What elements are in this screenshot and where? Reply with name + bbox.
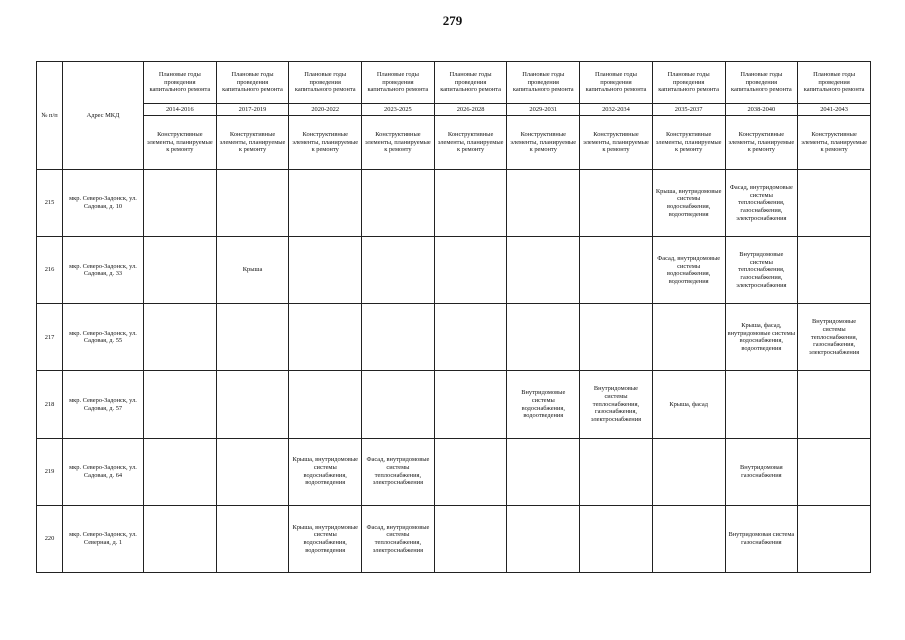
repair-elements-cell [507,237,580,304]
page-number: 279 [442,13,463,28]
repair-elements-cell: Фасад, внутридомовые системы теплоснабжения, электроснабжения [362,505,435,572]
period-title-header: Плановые годы проведения капитального ремонта [798,62,871,104]
repair-elements-cell: Фасад, внутридомовые системы теплоснабжения, газоснабжения, электроснабжения [725,170,798,237]
header-row-elements [37,116,871,170]
row-address: мкр. Северо-Задонск, ул. Садовая, д. 64 [63,438,144,505]
repair-elements-cell [652,505,725,572]
elements-header: Конструктивные элементы, планируемые к ремонту [580,116,653,170]
repair-elements-cell [652,304,725,371]
repair-elements-cell [798,438,871,505]
repair-elements-cell: Крыша, фасад, внутридомовые системы водоснабжения, водоотведения [725,304,798,371]
repair-elements-cell [798,237,871,304]
repair-elements-cell: Внутридомовые системы теплоснабжения, газоснабжения, электроснабжения [798,304,871,371]
row-address: мкр. Северо-Задонск, ул. Садовая, д. 10 [63,170,144,237]
elements-header: Конструктивные элементы, планируемые к ремонту [144,116,217,170]
period-years-header: 2017-2019 [216,104,289,116]
repair-elements-cell: Крыша, внутридомовые системы водоснабжения, водоотведения [289,505,362,572]
repair-elements-cell [507,505,580,572]
repair-elements-cell [652,438,725,505]
period-years-header: 2026-2028 [434,104,507,116]
period-title-header: Плановые годы проведения капитального ремонта [652,62,725,104]
repair-elements-cell: Внутридомовая система газоснабжения [725,505,798,572]
row-address: мкр. Северо-Задонск, ул. Садовая, д. 55 [63,304,144,371]
repair-elements-cell: Внутридомовые системы водоснабжения, водоотведения [507,371,580,438]
repair-elements-cell [798,170,871,237]
repair-elements-cell: Внутридомовые системы теплоснабжения, газоснабжения, электроснабжения [725,237,798,304]
repair-elements-cell [434,304,507,371]
period-title-header: Плановые годы проведения капитального ремонта [507,62,580,104]
period-years-header: 2020-2022 [289,104,362,116]
repair-elements-cell: Крыша [216,237,289,304]
repair-elements-cell [144,170,217,237]
repair-elements-cell [507,170,580,237]
repair-elements-cell: Фасад, внутридомовые системы водоснабжения, водоотведения [652,237,725,304]
col-number-header: № п/п [37,62,63,170]
repair-elements-cell [580,438,653,505]
repair-elements-cell [216,170,289,237]
period-title-header: Плановые годы проведения капитального ремонта [362,62,435,104]
row-number: 220 [37,505,63,572]
elements-header: Конструктивные элементы, планируемые к ремонту [216,116,289,170]
header-row-periods [37,62,871,104]
repair-elements-cell: Фасад, внутридомовые системы теплоснабжения, электроснабжения [362,438,435,505]
repair-elements-cell [362,170,435,237]
row-number: 215 [37,170,63,237]
row-number: 216 [37,237,63,304]
repair-elements-cell: Внутридомовая газоснабжения [725,438,798,505]
repair-elements-cell [144,438,217,505]
period-years-header: 2032-2034 [580,104,653,116]
period-title-header: Плановые годы проведения капитального ремонта [434,62,507,104]
repair-elements-cell: Крыша, внутридомовые системы водоснабжения, водоотведения [652,170,725,237]
repair-elements-cell: Крыша, внутридомовые системы водоснабжения, водоотведения [289,438,362,505]
table-row [37,371,871,438]
table-row [37,505,871,572]
period-title-header: Плановые годы проведения капитального ремонта [216,62,289,104]
period-title-header: Плановые годы проведения капитального ремонта [725,62,798,104]
repair-elements-cell [725,371,798,438]
repair-elements-cell [798,371,871,438]
table-row [37,170,871,237]
repair-elements-cell: Внутридомовые системы теплоснабжения, газоснабжения, электроснабжения [580,371,653,438]
row-address: мкр. Северо-Задонск, ул. Северная, д. 1 [63,505,144,572]
period-years-header: 2038-2040 [725,104,798,116]
row-number: 218 [37,371,63,438]
repair-elements-cell [362,304,435,371]
row-address: мкр. Северо-Задонск, ул. Садовая, д. 33 [63,237,144,304]
repair-elements-cell [362,371,435,438]
row-number: 219 [37,438,63,505]
repair-elements-cell [507,304,580,371]
period-title-header: Плановые годы проведения капитального ремонта [289,62,362,104]
repair-elements-cell [362,237,435,304]
repair-elements-cell [216,371,289,438]
repair-elements-cell [289,304,362,371]
elements-header: Конструктивные элементы, планируемые к ремонту [725,116,798,170]
repair-elements-cell [216,304,289,371]
row-address: мкр. Северо-Задонск, ул. Садовая, д. 57 [63,371,144,438]
repair-elements-cell [216,505,289,572]
period-years-header: 2014-2016 [144,104,217,116]
elements-header: Конструктивные элементы, планируемые к ремонту [507,116,580,170]
capital-repair-schedule-table [36,61,871,573]
repair-elements-cell [144,237,217,304]
period-years-header: 2029-2031 [507,104,580,116]
repair-elements-cell [434,438,507,505]
repair-elements-cell [434,170,507,237]
row-number: 217 [37,304,63,371]
repair-elements-cell [434,371,507,438]
elements-header: Конструктивные элементы, планируемые к ремонту [434,116,507,170]
period-years-header: 2041-2043 [798,104,871,116]
repair-elements-cell [216,438,289,505]
repair-elements-cell [144,371,217,438]
elements-header: Конструктивные элементы, планируемые к ремонту [362,116,435,170]
repair-elements-cell [580,170,653,237]
elements-header: Конструктивные элементы, планируемые к ремонту [798,116,871,170]
repair-elements-cell: Крыша, фасад [652,371,725,438]
repair-elements-cell [289,170,362,237]
repair-elements-cell [434,237,507,304]
elements-header: Конструктивные элементы, планируемые к ремонту [289,116,362,170]
repair-elements-cell [289,371,362,438]
repair-elements-cell [144,304,217,371]
table-row [37,304,871,371]
period-years-header: 2035-2037 [652,104,725,116]
col-address-header: Адрес МКД [63,62,144,170]
repair-elements-cell [798,505,871,572]
period-title-header: Плановые годы проведения капитального ремонта [580,62,653,104]
repair-elements-cell [144,505,217,572]
repair-elements-cell [289,237,362,304]
period-years-header: 2023-2025 [362,104,435,116]
repair-elements-cell [507,438,580,505]
repair-elements-cell [580,237,653,304]
repair-elements-cell [580,304,653,371]
repair-elements-cell [434,505,507,572]
period-title-header: Плановые годы проведения капитального ремонта [144,62,217,104]
table-row [37,237,871,304]
header-row-years [37,104,871,116]
repair-elements-cell [580,505,653,572]
elements-header: Конструктивные элементы, планируемые к ремонту [652,116,725,170]
table-row [37,438,871,505]
